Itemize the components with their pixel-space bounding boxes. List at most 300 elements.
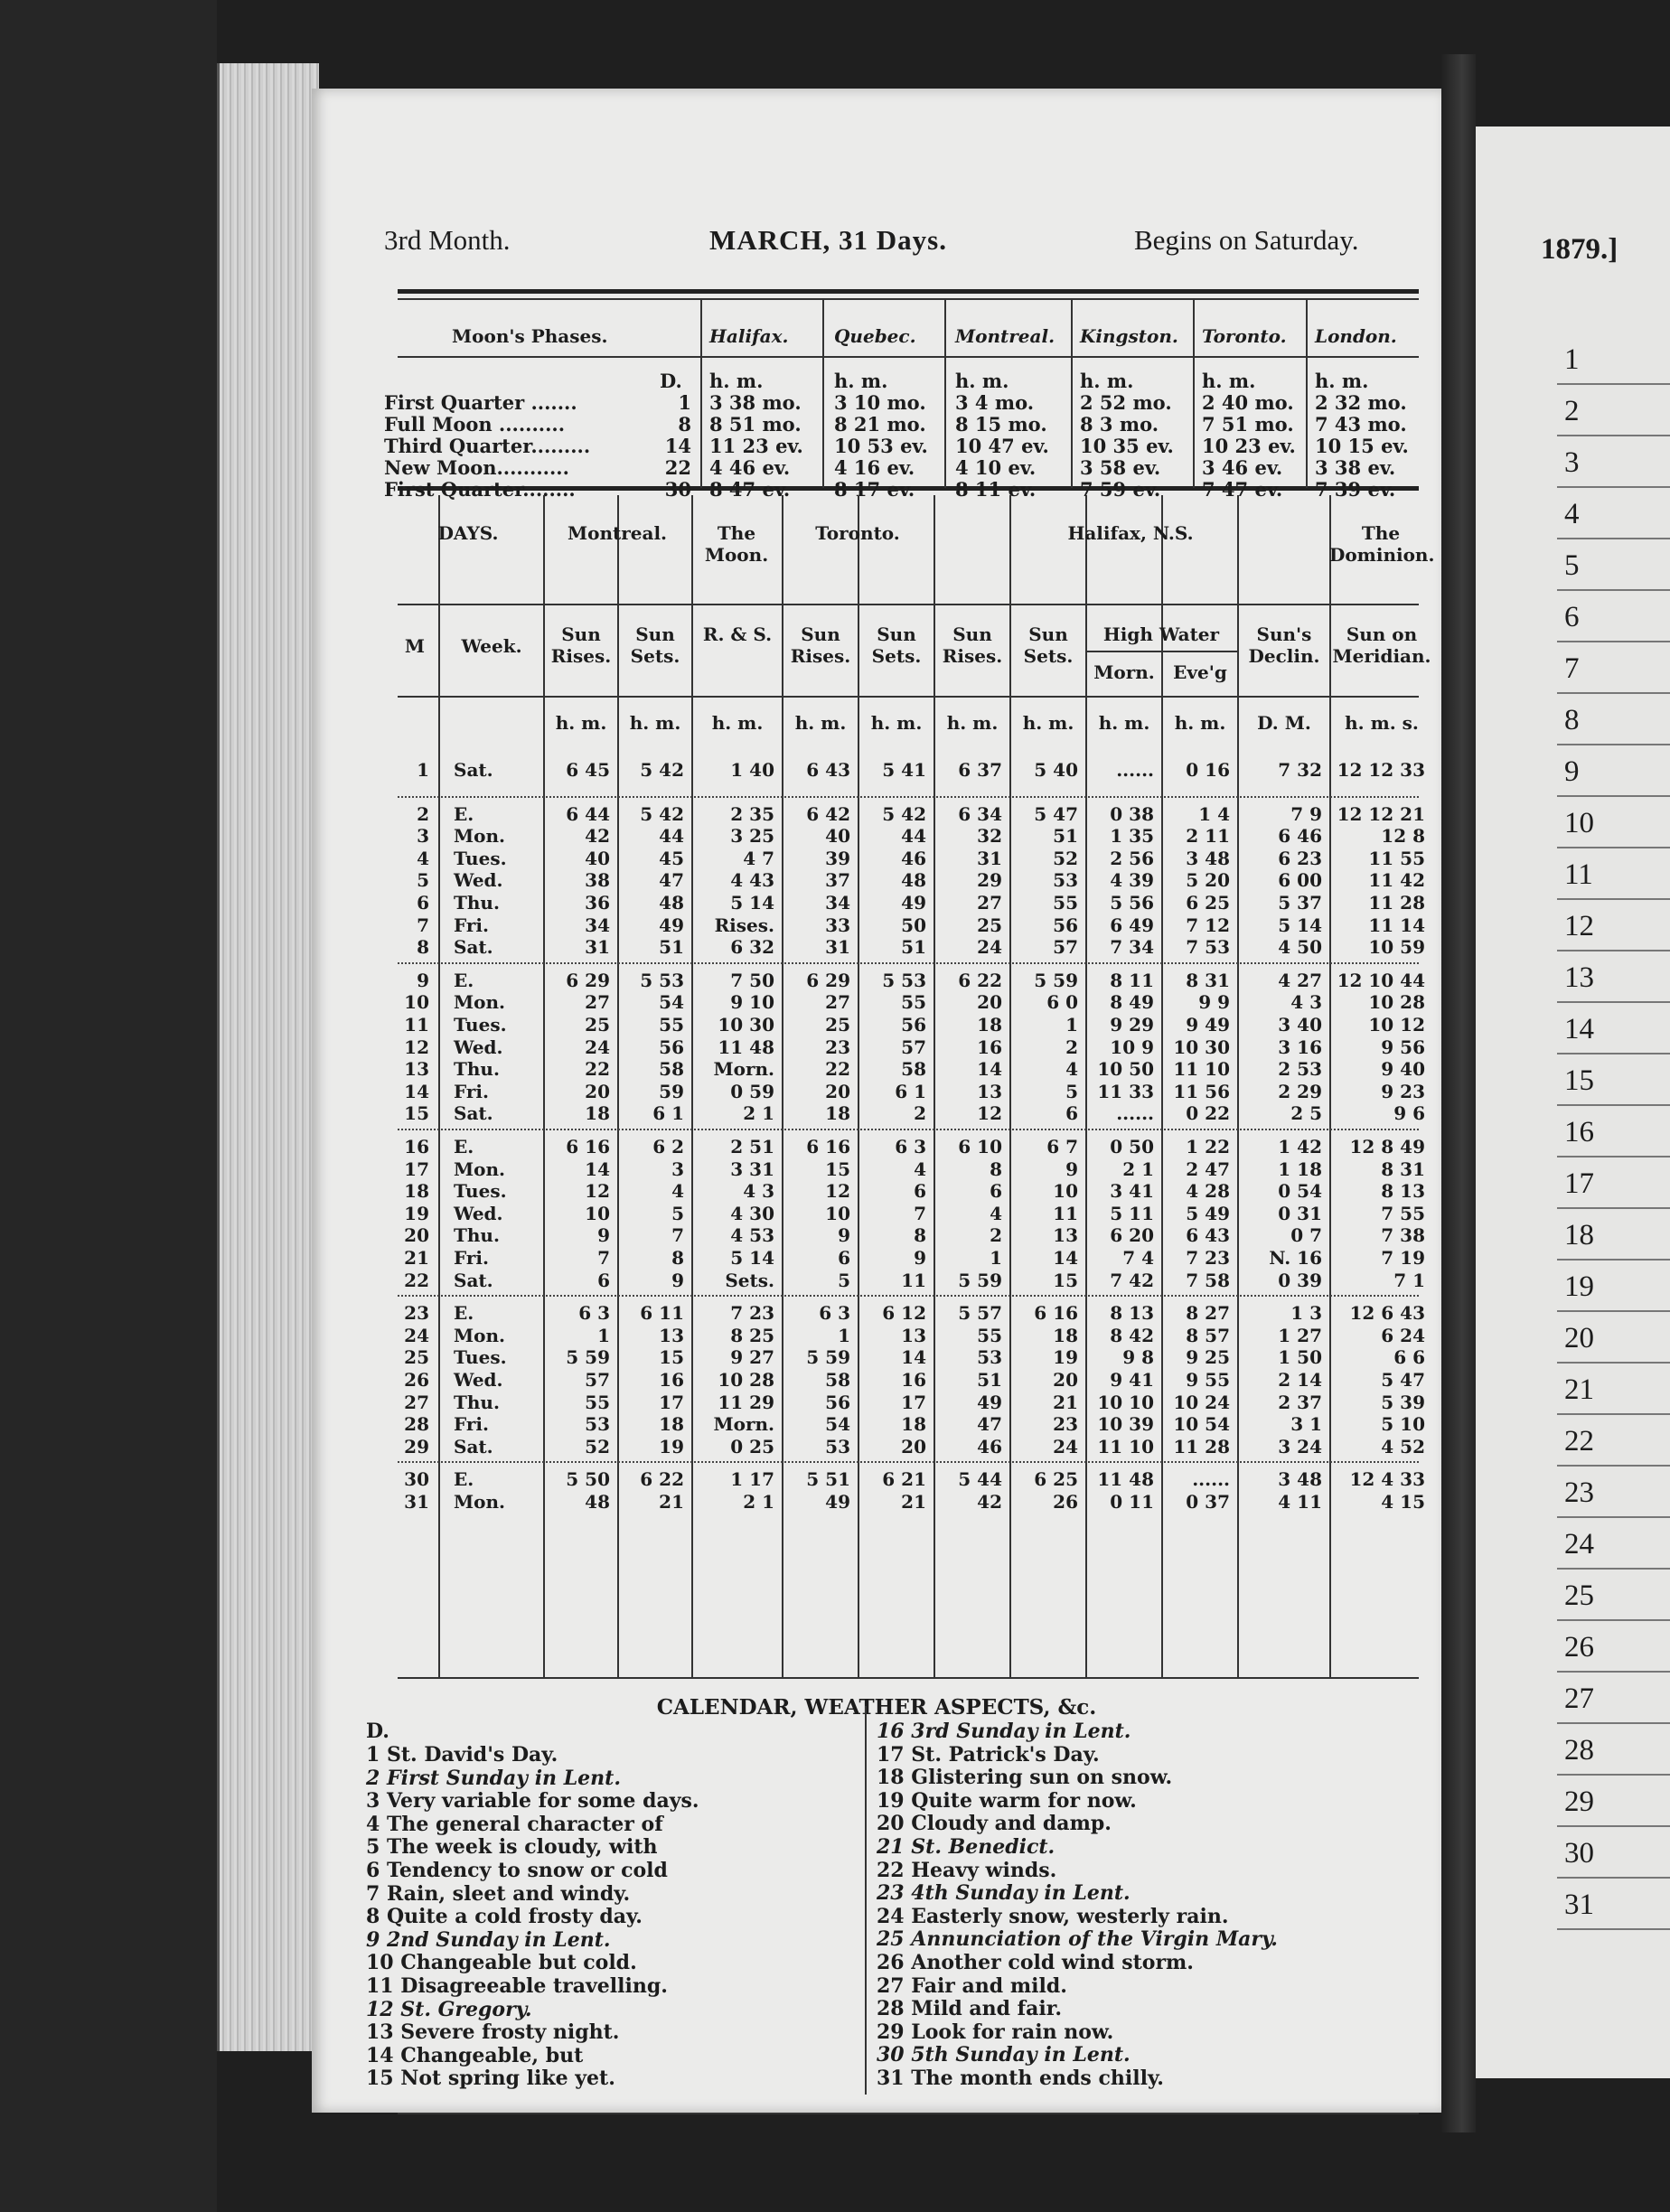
day-cell: 15 [825,1158,850,1180]
day-cell: 31 [977,847,1002,869]
facing-day-number: 10 [1564,807,1594,839]
day-cell: 11 29 [718,1391,774,1413]
facing-rule [1557,1877,1670,1879]
day-cell: 11 48 [1097,1468,1154,1491]
days-subhead-morn: Morn. [1093,661,1155,683]
day-cell: 9 [671,1269,684,1291]
facing-day-number: 2 [1564,395,1580,427]
calendar-d-label: D. [366,1720,389,1743]
day-cell: 9 9 [1198,991,1230,1014]
day-cell: 31 [585,936,610,959]
group-dotted-rule [398,796,1419,798]
day-cell: 29 [404,1435,429,1457]
day-cell: 0 25 [730,1435,774,1457]
calendar-entry: 2 First Sunday in Lent. [366,1766,621,1790]
rule-highwater [1085,651,1237,652]
day-cell: 5 47 [1034,802,1078,825]
day-cell: 12 [825,1180,850,1203]
day-cell: 6 6 [1393,1346,1425,1369]
day-cell: 56 [901,1014,926,1036]
day-cell: 6 [1065,1102,1078,1125]
facing-rule [1557,1001,1670,1003]
day-cell: 8 42 [1110,1324,1154,1346]
day-cell: 5 53 [882,969,926,991]
day-cell: 27 [977,892,1002,914]
facing-day-number: 5 [1564,549,1580,582]
phases-unit-2: h. m. [955,370,1009,392]
facing-day-number: 14 [1564,1013,1594,1045]
day-cell: 5 14 [730,1247,774,1269]
facing-rule [1557,1362,1670,1364]
day-cell: 39 [825,847,850,869]
page-edges [217,63,319,2051]
days-group-header: The Moon. [704,522,769,566]
day-cell: 10 28 [718,1369,774,1391]
day-cell: E. [454,1136,474,1158]
day-cell: 4 [671,1180,684,1203]
calendar-entry: 6 Tendency to snow or cold [366,1859,668,1882]
day-cell: 10 30 [718,1014,774,1036]
day-cell: 6 22 [640,1468,684,1491]
phase-time: 8 3 mo. [1080,413,1159,436]
facing-page [1476,127,1670,2078]
day-cell: 9 [1065,1158,1078,1180]
day-cell: 5 50 [566,1468,610,1491]
book-gutter [1441,54,1476,2132]
day-cell: 26 [1053,1491,1078,1513]
day-cell: 23 [825,1036,850,1058]
day-cell: 56 [825,1391,850,1413]
day-cell: 18 [404,1180,429,1203]
day-cell: Tues. [454,1346,507,1369]
almanac-page [312,89,1441,2113]
phase-time: 3 4 mo. [955,391,1035,414]
day-cell: 51 [901,936,926,959]
day-cell: 48 [901,869,926,892]
rule-days-head [398,604,1419,605]
day-cell: 7 23 [1186,1247,1230,1269]
phase-time: 4 46 ev. [709,456,791,479]
calendar-entry: 27 Fair and mild. [877,1973,1067,1998]
day-cell: 49 [659,914,684,936]
day-cell: 51 [1053,825,1078,848]
day-cell: 3 1 [1290,1413,1322,1436]
day-cell: 11 28 [1368,892,1425,914]
day-cell: 10 24 [1173,1391,1230,1413]
day-cell: 1 35 [1110,825,1154,848]
day-cell: 6 46 [1278,825,1322,848]
facing-day-number: 18 [1564,1219,1594,1251]
day-cell: 21 [404,1247,429,1269]
day-cell: 6 34 [958,802,1002,825]
day-cell: 25 [977,914,1002,936]
rule-top-2 [398,298,1419,300]
day-cell: 57 [1053,936,1078,959]
day-cell: 34 [585,914,610,936]
day-cell: 18 [825,1102,850,1125]
day-cell: Sat. [454,1102,493,1125]
day-cell: 14 [977,1058,1002,1081]
phase-time: 8 11 ev. [955,478,1037,501]
day-cell: Mon. [454,991,505,1014]
page-title: MARCH, 31 Days. [709,224,947,256]
phase-time: 2 52 mo. [1080,391,1172,414]
day-cell: 13 [659,1324,684,1346]
day-cell: 2 51 [730,1136,774,1158]
day-cell: N. 16 [1269,1247,1322,1269]
phase-time: 3 38 ev. [1315,456,1396,479]
calendar-entry: 24 Easterly snow, westerly rain. [877,1904,1229,1928]
day-cell: 6 23 [1278,847,1322,869]
calendar-entry: 21 St. Benedict. [877,1835,1055,1859]
days-subhead-meridian: Sun on Meridian. [1332,623,1431,667]
begins-label: Begins on Saturday. [1134,224,1359,256]
phases-unit-3: h. m. [1080,370,1134,392]
day-cell: 9 55 [1186,1369,1230,1391]
day-cell: 0 54 [1278,1180,1322,1203]
day-cell: 52 [1053,847,1078,869]
day-cell: 15 [1053,1269,1078,1291]
facing-rule [1557,1928,1670,1930]
day-cell: 5 53 [640,969,684,991]
phase-time: 3 46 ev. [1202,456,1283,479]
day-cell: 2 35 [730,802,774,825]
phase-day: 1 [678,391,691,414]
day-cell: 5 41 [882,759,926,781]
day-cell: 20 [1053,1369,1078,1391]
day-cell: 11 42 [1368,869,1425,892]
day-cell: 2 1 [743,1491,774,1513]
day-cell: 23 [1053,1413,1078,1436]
day-cell: 12 12 21 [1337,802,1425,825]
facing-day-number: 15 [1564,1064,1594,1097]
day-cell: 8 49 [1110,991,1154,1014]
facing-rule [1557,1568,1670,1570]
day-cell: 27 [825,991,850,1014]
day-cell: 16 [901,1369,926,1391]
day-cell: 49 [825,1491,850,1513]
calendar-entry: 4 The general character of [366,1812,663,1836]
day-cell: 11 48 [718,1036,774,1058]
day-cell: 6 16 [1034,1302,1078,1325]
day-cell: 8 [914,1224,926,1247]
day-cell: 34 [825,892,850,914]
day-cell: 6 24 [1381,1324,1425,1346]
facing-day-number: 21 [1564,1373,1594,1406]
day-cell: 7 42 [1110,1269,1154,1291]
days-subhead-week: Week. [461,635,522,657]
day-cell: 5 [671,1202,684,1224]
facing-rule [1557,486,1670,488]
calendar-divider [865,1706,867,2095]
days-unit: h. m. [1098,712,1150,734]
calendar-entry: 17 St. Patrick's Day. [877,1742,1100,1767]
day-cell: 22 [404,1269,429,1291]
day-cell: 17 [404,1158,429,1180]
day-cell: 9 6 [1393,1102,1425,1125]
day-cell: 56 [1053,914,1078,936]
day-cell: 6 [417,892,429,914]
day-cell: 5 10 [1381,1413,1425,1436]
phase-time: 8 47 ev. [709,478,791,501]
day-cell: 6 3 [819,1302,850,1325]
day-cell: 9 27 [730,1346,774,1369]
rule-calendar-bottom [398,2113,1419,2114]
day-cell: 19 [659,1435,684,1457]
day-cell: 8 11 [1110,969,1154,991]
phase-time: 10 15 ev. [1315,435,1409,457]
facing-day-number: 26 [1564,1631,1594,1664]
day-cell: ...... [1116,759,1154,781]
day-cell: 3 24 [1278,1435,1322,1457]
day-cell: Thu. [454,1224,500,1247]
day-cell: 4 [990,1202,1002,1224]
phase-time: 2 32 mo. [1315,391,1407,414]
day-cell: 14 [585,1158,610,1180]
facing-day-number: 6 [1564,601,1580,633]
day-cell: 10 [585,1202,610,1224]
day-cell: Thu. [454,1058,500,1081]
phase-time: 10 47 ev. [955,435,1049,457]
day-cell: 48 [585,1491,610,1513]
day-cell: 2 [417,802,429,825]
day-cell: 27 [585,991,610,1014]
day-cell: 5 59 [806,1346,850,1369]
day-cell: 8 31 [1381,1158,1425,1180]
facing-rule [1557,1053,1670,1054]
day-cell: 10 [1053,1180,1078,1203]
day-cell: 3 48 [1186,847,1230,869]
days-subhead-8: Sun Sets. [1023,623,1074,667]
day-cell: 25 [825,1014,850,1036]
day-cell: 7 [597,1247,610,1269]
day-cell: 7 53 [1186,936,1230,959]
background-left [0,0,217,2212]
phase-time: 7 59 ev. [1080,478,1161,501]
day-cell: E. [454,1302,474,1325]
facing-rule [1557,692,1670,694]
day-cell: 6 29 [806,969,850,991]
day-cell: 20 [825,1080,850,1102]
day-cell: 12 [404,1036,429,1058]
calendar-entry: 3 Very variable for some days. [366,1789,699,1814]
day-cell: 8 [990,1158,1002,1180]
day-cell: 0 16 [1186,759,1230,781]
phases-city-4: Toronto. [1202,325,1287,347]
day-cell: 6 0 [1046,991,1078,1014]
day-cell: 5 42 [640,802,684,825]
phase-time: 8 51 mo. [709,413,802,436]
facing-day-number: 25 [1564,1579,1594,1612]
day-cell: 5 39 [1381,1391,1425,1413]
day-cell: 6 43 [806,759,850,781]
facing-day-number: 19 [1564,1270,1594,1303]
phase-day: 30 [664,478,691,501]
rule-top [398,289,1419,294]
facing-day-number: 27 [1564,1682,1594,1715]
days-group-header: Montreal. [567,522,668,544]
facing-day-number: 23 [1564,1476,1594,1509]
day-cell: Sat. [454,936,493,959]
day-cell: 57 [901,1036,926,1058]
day-cell: 3 40 [1278,1014,1322,1036]
day-cell: 18 [977,1014,1002,1036]
day-cell: 25 [404,1346,429,1369]
calendar-entry: 5 The week is cloudy, with [366,1835,658,1860]
day-cell: 6 2 [652,1136,684,1158]
day-cell: 51 [977,1369,1002,1391]
facing-day-number: 13 [1564,961,1594,994]
phases-day-label: D. [660,370,682,392]
days-unit: h. m. [629,712,681,734]
phase-day: 22 [664,456,691,479]
phases-unit-4: h. m. [1202,370,1256,392]
day-cell: 26 [404,1369,429,1391]
days-subhead-eve: Eve'g [1173,661,1227,683]
day-cell: 5 56 [1110,892,1154,914]
facing-rule [1557,1259,1670,1261]
calendar-entry: 22 Heavy winds. [877,1858,1057,1882]
day-cell: 0 37 [1186,1491,1230,1513]
day-cell: 9 [597,1224,610,1247]
days-unit: h. m. s. [1345,712,1419,734]
facing-day-number: 17 [1564,1167,1594,1200]
facing-rule [1557,847,1670,848]
phase-day: 8 [678,413,691,436]
day-cell: 24 [585,1036,610,1058]
day-cell: 3 41 [1110,1180,1154,1203]
day-cell: Thu. [454,892,500,914]
day-cell: 6 20 [1110,1224,1154,1247]
day-cell: 20 [404,1224,429,1247]
day-cell: 49 [977,1391,1002,1413]
day-cell: 16 [404,1136,429,1158]
day-cell: 19 [404,1202,429,1224]
day-cell: Sets. [725,1269,774,1291]
day-cell: 55 [901,991,926,1014]
day-cell: 47 [977,1413,1002,1436]
day-cell: 20 [977,991,1002,1014]
day-cell: 28 [404,1413,429,1436]
calendar-entry: 16 3rd Sunday in Lent. [877,1720,1131,1743]
day-cell: 58 [901,1058,926,1081]
day-cell: 8 [671,1247,684,1269]
day-cell: 1 50 [1278,1346,1322,1369]
day-cell: 10 30 [1173,1036,1230,1058]
day-cell: 13 [977,1080,1002,1102]
day-cell: 9 29 [1110,1014,1154,1036]
phase-name: Third Quarter......... [384,435,591,457]
day-cell: 7 1 [1393,1269,1425,1291]
day-cell: 36 [585,892,610,914]
day-cell: 6 1 [652,1102,684,1125]
day-cell: 58 [659,1058,684,1081]
day-cell: 7 38 [1381,1224,1425,1247]
day-cell: 0 50 [1110,1136,1154,1158]
day-cell: 1 [417,759,429,781]
day-cell: Mon. [454,1158,505,1180]
day-cell: 7 23 [730,1302,774,1325]
day-cell: 1 [990,1247,1002,1269]
days-subhead-declin: Sun's Declin. [1248,623,1320,667]
day-cell: 5 [417,869,429,892]
facing-day-number: 1 [1564,343,1580,376]
day-cell: 8 [417,936,429,959]
day-cell: 0 7 [1290,1224,1322,1247]
phases-city-0: Halifax. [709,325,789,347]
facing-day-number: 30 [1564,1837,1594,1870]
phase-time: 7 51 mo. [1202,413,1294,436]
day-cell: 13 [404,1058,429,1081]
day-cell: 51 [659,936,684,959]
day-cell: 6 11 [640,1302,684,1325]
days-col-divider [438,495,440,1677]
day-cell: 54 [825,1413,850,1436]
day-cell: 4 43 [730,869,774,892]
day-cell: 18 [585,1102,610,1125]
day-cell: 54 [659,991,684,1014]
day-cell: 6 7 [1046,1136,1078,1158]
day-cell: 9 56 [1381,1036,1425,1058]
phases-title: Moon's Phases. [452,325,608,347]
day-cell: 12 10 44 [1337,969,1425,991]
day-cell: 9 [914,1247,926,1269]
days-subhead-2: Sun Rises. [550,623,612,667]
day-cell: 15 [659,1346,684,1369]
day-cell: 17 [659,1391,684,1413]
day-cell: 21 [1053,1391,1078,1413]
day-cell: 27 [404,1391,429,1413]
phase-time: 3 38 mo. [709,391,802,414]
calendar-entry: 19 Quite warm for now. [877,1788,1137,1813]
day-cell: 8 25 [730,1324,774,1346]
day-cell: 3 31 [730,1158,774,1180]
day-cell: 12 [585,1180,610,1203]
day-cell: 59 [659,1080,684,1102]
day-cell: Morn. [713,1058,774,1081]
phase-time: 3 58 ev. [1080,456,1161,479]
calendar-entry: 8 Quite a cold frosty day. [366,1905,643,1929]
phase-time: 10 53 ev. [834,435,928,457]
day-cell: E. [454,1468,474,1491]
calendar-entry: 12 St. Gregory. [366,1997,532,2021]
facing-day-number: 31 [1564,1889,1594,1921]
phase-time: 2 40 mo. [1202,391,1294,414]
day-cell: 7 50 [730,969,774,991]
day-cell: 5 37 [1278,892,1322,914]
day-cell: 14 [404,1080,429,1102]
day-cell: 1 22 [1186,1136,1230,1158]
day-cell: 57 [585,1369,610,1391]
day-cell: 3 [417,825,429,848]
day-cell: 6 00 [1278,869,1322,892]
day-cell: 3 16 [1278,1036,1322,1058]
day-cell: 6 22 [958,969,1002,991]
day-cell: 8 13 [1110,1302,1154,1325]
days-subhead-3: Sun Sets. [630,623,680,667]
day-cell: 16 [977,1036,1002,1058]
day-cell: 5 42 [882,802,926,825]
year-label: 1879.] [1541,233,1618,266]
calendar-entry: 30 5th Sunday in Lent. [877,2043,1131,2067]
day-cell: 19 [1053,1346,1078,1369]
facing-day-number: 3 [1564,446,1580,479]
day-cell: 6 10 [958,1136,1002,1158]
day-cell: 12 [977,1102,1002,1125]
days-unit: h. m. [555,712,607,734]
facing-day-number: 4 [1564,498,1580,530]
day-cell: 11 [901,1269,926,1291]
